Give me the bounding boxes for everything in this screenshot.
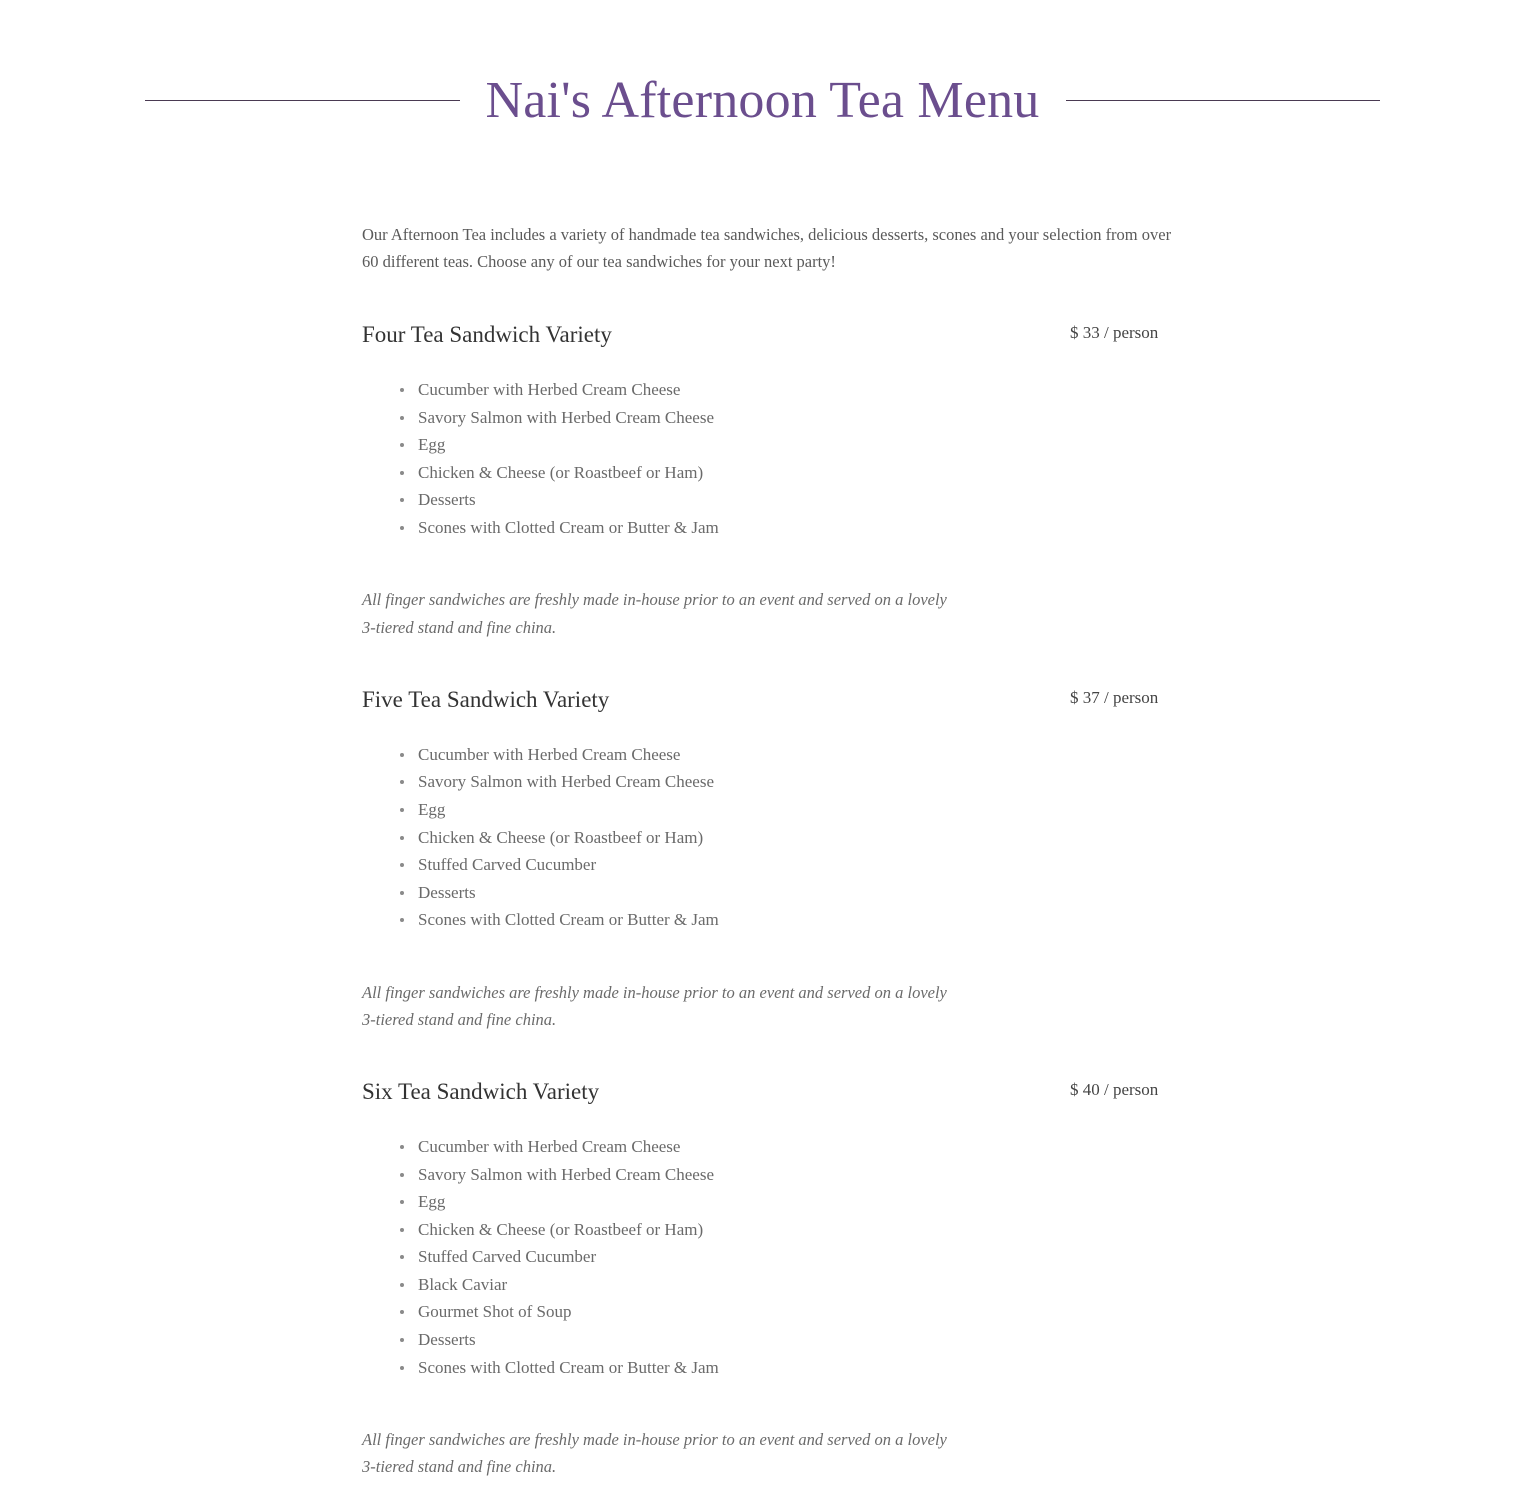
list-item: Savory Salmon with Herbed Cream Cheese — [400, 768, 1380, 796]
section-note: All finger sandwiches are freshly made in-house prior to an event and served on a lovely 3-tiered stand and fine china. — [362, 590, 947, 637]
section-title: Four Tea Sandwich Variety — [362, 322, 612, 348]
title-block — [0, 0, 1530, 163]
menu-section-six — [362, 1077, 1380, 1498]
section-note: All finger sandwiches are freshly made in-house prior to an event and served on a lovely 3-tiered stand and fine china. — [362, 1430, 947, 1477]
menu-content — [0, 221, 1530, 1499]
list-item: Chicken & Cheese (or Roastbeef or Ham) — [400, 1216, 1380, 1244]
list-item: Cucumber with Herbed Cream Cheese — [400, 376, 1380, 404]
list-item: Black Caviar — [400, 1271, 1380, 1299]
section-price: $ 37 / person — [1070, 688, 1159, 708]
list-item: Chicken & Cheese (or Roastbeef or Ham) — [400, 824, 1380, 852]
list-item: Cucumber with Herbed Cream Cheese — [400, 1133, 1380, 1161]
list-item: Scones with Clotted Cream or Butter & Jam — [400, 906, 1380, 934]
menu-section-five — [362, 685, 1380, 1033]
section-header — [362, 685, 1380, 715]
sandwich-list — [362, 376, 1380, 541]
section-note: All finger sandwiches are freshly made in-house prior to an event and served on a lovely 3-tiered stand and fine china. — [362, 982, 947, 1030]
list-item: Egg — [400, 796, 1380, 824]
list-item: Stuffed Carved Cucumber — [400, 1243, 1380, 1271]
sandwich-list — [362, 741, 1380, 934]
list-item: Desserts — [400, 1326, 1380, 1354]
section-header — [362, 1077, 1380, 1107]
list-item: Scones with Clotted Cream or Butter & Jam — [400, 1354, 1380, 1382]
page-title: Nai's Afternoon Tea Menu — [485, 71, 1040, 129]
menu-section-four — [362, 320, 1380, 641]
list-item: Chicken & Cheese (or Roastbeef or Ham) — [400, 459, 1380, 487]
list-item: Egg — [400, 431, 1380, 459]
section-price: $ 40 / person — [1070, 1080, 1159, 1100]
list-item: Scones with Clotted Cream or Butter & Jam — [400, 514, 1380, 542]
section-title: Six Tea Sandwich Variety — [362, 1079, 600, 1105]
title-rule-right — [1066, 100, 1381, 101]
list-item: Savory Salmon with Herbed Cream Cheese — [400, 1161, 1380, 1189]
intro-paragraph: Our Afternoon Tea includes a variety of handmade tea sandwiches, delicious desserts, scones and your selection from over 60 different teas. Choose any of our tea sandwiches for your next party! — [362, 224, 1172, 272]
title-rule-left — [145, 100, 460, 101]
list-item: Gourmet Shot of Soup — [400, 1298, 1380, 1326]
list-item: Cucumber with Herbed Cream Cheese — [400, 741, 1380, 769]
list-item: Egg — [400, 1188, 1380, 1216]
list-item: Stuffed Carved Cucumber — [400, 851, 1380, 879]
section-header — [362, 320, 1380, 350]
sandwich-list — [362, 1133, 1380, 1381]
section-title: Five Tea Sandwich Variety — [362, 687, 610, 713]
list-item: Desserts — [400, 879, 1380, 907]
section-price: $ 33 / person — [1070, 323, 1159, 343]
list-item: Desserts — [400, 486, 1380, 514]
list-item: Savory Salmon with Herbed Cream Cheese — [400, 404, 1380, 432]
